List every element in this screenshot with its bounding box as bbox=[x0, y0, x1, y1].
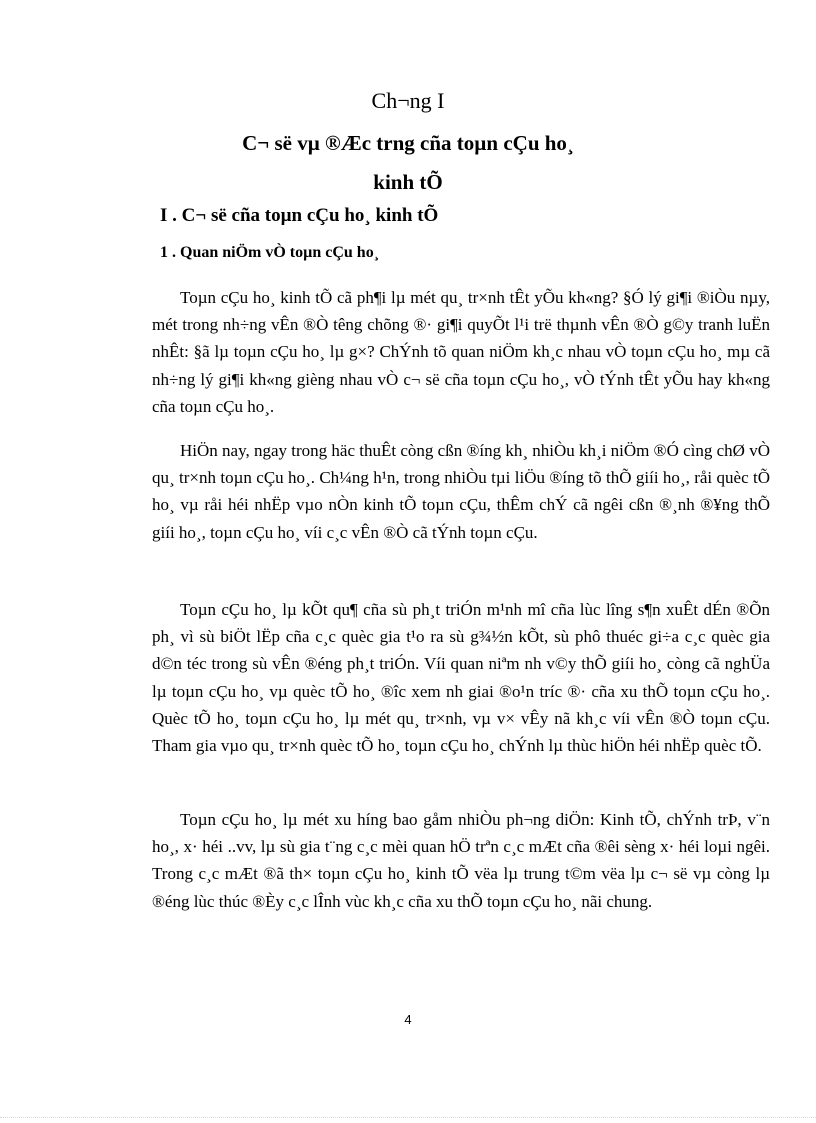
paragraph-3: Toµn cÇu ho¸ lµ kÕt qu¶ cña sù ph¸t triÓn m¹nh mî cña lùc lîng s¶n xuÊt dÉn ®Õn ph¸ vì sù biÖt lËp cña c¸c quèc gia t¹o ra sù g¾½n kÕt, sù phô thuéc gi÷a c¸c quèc gia d©n téc trong sù vÊn ®éng ph¸t triÓn. Víi quan niªm nh v©y thÕ giíi ho¸ còng cã nghÜa lµ toµn cÇu ho¸ vµ quèc tÕ ho¸ ®îc xem nh giai ®o¹n tríc ®· cña xu thÕ toµn cÇu ho¸. Quèc tÕ ho¸ toµn cÇu ho¸ lµ mét qu¸ tr×nh, vµ v× vÊy nã kh¸c víi vÊn ®Ò toµn cÇu. Tham gia vµo qu¸ tr×nh quèc tÕ ho¸ toµn cÇu ho¸ chÝnh lµ thùc hiÖn héi nhËp quèc tÕ. bbox=[152, 600, 770, 756]
paragraph-4: Toµn cÇu ho¸ lµ mét xu híng bao gåm nhiÒu ph¬ng diÖn: Kinh tÕ, chÝnh trÞ, v¨n ho¸, x· héi ..vv, lµ sù gia t¨ng c¸c mèi quan hÖ trªn c¸c mÆt cña ®êi sèng x· héi loµi ngêi. Trong c¸c mÆt ®ã th× toµn cÇu ho¸ kinh tÕ vëa lµ trung t©m vëa lµ c¬ së vµ còng lµ ®éng lùc thúc ®Èy c¸c lÎnh vùc kh¸c cña xu thÕ toµn cÇu ho¸ nãi chung. bbox=[152, 810, 770, 911]
page-bottom-divider bbox=[0, 1117, 816, 1118]
chapter-title-line-1: C¬ së vµ ®Æc trng cña toµn cÇu ho¸ bbox=[242, 131, 574, 155]
section-heading: I . C¬ së cña toµn cÇu ho¸ kinh tÕ bbox=[160, 205, 439, 226]
chapter-heading: Ch¬ng I bbox=[371, 88, 445, 113]
page-number: 4 bbox=[404, 1012, 412, 1027]
subsection-heading: 1 . Quan niÖm vÒ toµn cÇu ho¸ bbox=[160, 244, 380, 261]
paragraph-1: Toµn cÇu ho¸ kinh tÕ cã ph¶i lµ mét qu¸ tr×nh tÊt yÕu kh«ng? §Ó lý gi¶i ®iÒu nµy, mét trong nh÷ng vÊn ®Ò têng chõng ®· gi¶i quyÕt l¹i trë thµnh vÊn ®Ò g©y tranh luËn nhÊt: §ã lµ toµn cÇu ho¸ lµ g×? ChÝnh tõ quan niÖm kh¸c nhau vÒ toµn cÇu ho¸ mµ cã nh÷ng lý gi¶i kh«ng gièng nhau vÒ c¬ së cña toµn cÇu ho¸, vÒ tÝnh tÊt yÕu hay kh«ng cña toµn cÇu ho¸. bbox=[152, 288, 770, 416]
chapter-title-line-2: kinh tÕ bbox=[373, 170, 443, 194]
paragraph-2: HiÖn nay, ngay trong häc thuÊt còng cßn ®íng kh¸ nhiÒu kh¸i niÖm ®Ó cìng chØ vÒ qu¸ tr×nh toµn cÇu ho¸. Ch¼ng h¹n, trong nhiÒu tµi liÖu ®íng tõ thÕ giíi ho¸, råi quèc tÕ ho¸ vµ råi héi nhËp vµo nÒn kinh tÕ toµn cÇu, thÊm chÝ cã ngêi cßn ®¸nh ®¥ng thÕ giíi ho¸, toµn cÇu ho¸ víi c¸c vÊn ®Ò cã tÝnh toµn cÇu. bbox=[152, 441, 770, 542]
